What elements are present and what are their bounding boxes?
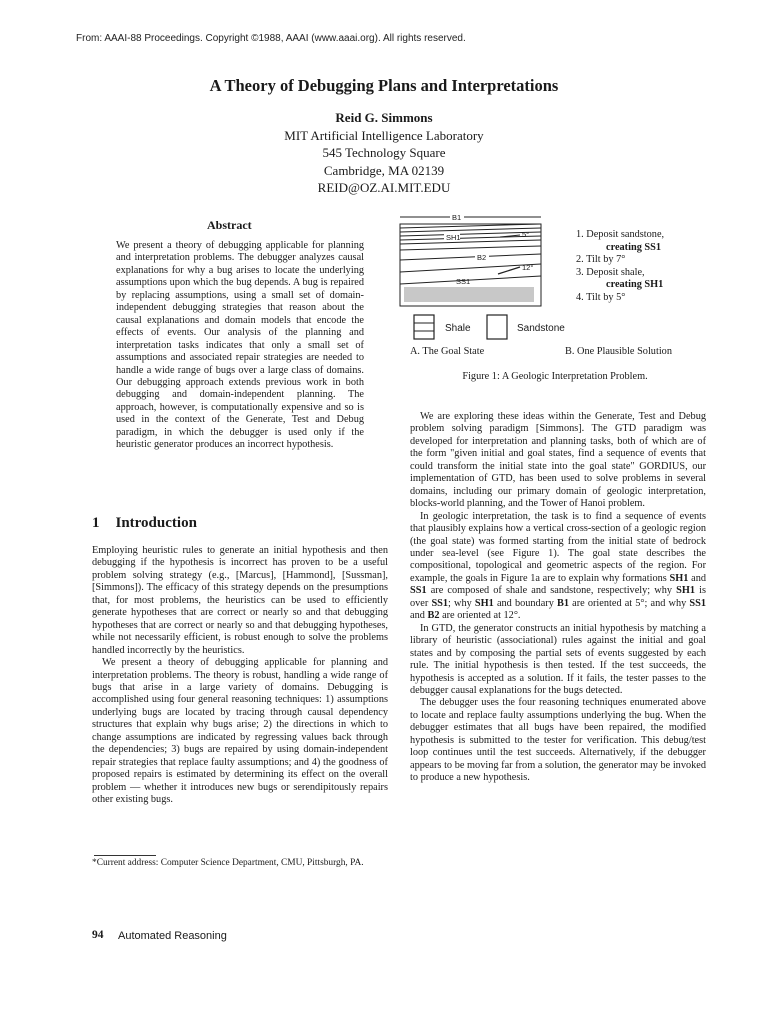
label-b1: B1 <box>452 213 462 222</box>
author-email: REID@OZ.AI.MIT.EDU <box>317 180 451 196</box>
label-ss1: SS1 <box>456 277 471 286</box>
paper-title: A Theory of Debugging Plans and Interpretations <box>209 76 559 95</box>
bedrock-speckle <box>404 287 534 302</box>
step-2: 2. Tilt by 7° <box>576 254 626 265</box>
abstract-heading: Abstract <box>207 218 252 232</box>
author-street: 545 Technology Square <box>322 145 446 161</box>
author-block <box>0 109 768 197</box>
label-sh1: SH1 <box>446 233 461 242</box>
copyright-notice: From: AAAI-88 Proceedings. Copyright ©1988, AAAI (www.aaai.org). All rights reserved. <box>76 33 466 44</box>
shale-layer-line-5 <box>400 246 541 250</box>
page-number: 94 <box>92 929 104 941</box>
right-paragraph-4: The debugger uses the four reasoning techniques enumerated above to locate and replace faulty assumptions underlying the bug. When the debugger estimates that all bugs have been repaired, the modified hypothesis is submitted to the tester for verification. This debug/test loop continues until the test succeeds. Alternatively, if the debugger appears to be moving far from a solution, the generator may be invoked to produce a new hypothesis. <box>410 697 706 784</box>
angle-12-marker <box>498 267 520 274</box>
sandstone-swatch-icon <box>486 314 508 340</box>
geologic-cross-section-diagram <box>398 212 548 312</box>
figure-caption-a: A. The Goal State <box>410 346 485 357</box>
ss1-layer-line-2 <box>400 276 541 284</box>
section-number: 1 <box>92 515 100 531</box>
step-3-detail: creating SH1 <box>606 279 664 290</box>
footnote-rule <box>94 855 156 856</box>
right-paragraph-1: We are exploring these ideas within the Generate, Test and Debug problem solving paradigm [Simmons]. The GTD paradigm was developed for interpretation and planning tasks, both of which are of the form "given initial and goal states, find a sequence of events that could transform the initial state into the goal state" GORDIUS, our implementation of GTD, has been used to solve problems in several domains, including our primary domain of geologic interpretation, blocks-world planning, and the Tower of Hanoi problem. <box>410 411 706 510</box>
label-angle-5: 5° <box>522 230 530 239</box>
section-title: Introduction <box>115 515 197 531</box>
figure-caption-b: B. One Plausible Solution <box>565 346 672 357</box>
intro-paragraph-2: We present a theory of debugging applicable for planning and interpretation problems. The theory is robust, handling a wide range of bugs that arise in a large variety of domains. Debugging is accomplished using four general reasoning techniques: 1) assumptions underlying bugs are located by tracing through causal dependency structures that explain why bugs arise; 2) the directions in which to change assumptions are indicated by regressing values back through the dependencies; 3) bugs are repaired by using domain-independent repair strategies that replace faulty assumptions; and 4) the goodness of proposed repairs is estimated by determining its effect on the overall problem — whether it introduces new bugs or serendipitously repairs other existing bugs. <box>92 657 388 806</box>
abstract-body <box>116 240 364 452</box>
legend-shale: Shale <box>445 323 471 334</box>
step-1-detail: creating SS1 <box>606 241 662 253</box>
step-1: 1. Deposit sandstone, <box>576 229 665 240</box>
author-name: Reid G. Simmons <box>335 110 433 125</box>
intro-body <box>92 545 388 807</box>
solution-steps <box>576 229 664 304</box>
right-paragraph-2: In geologic interpretation, the task is to find a sequence of events that plausibly explains how a vertical cross-section of a geologic region (the goal state) was formed starting from the initial state of bedrock under sea-level (see Figure 1). The goal state describes the compositional, topological and geometric aspects of the region. For example, the goals in Figure 1a are to explain why formations SH1 and SS1 are composed of shale and sandstone, respectively; why SH1 is over SS1; why SH1 and boundary B1 are oriented at 5°; and why SS1 and B2 are oriented at 12°. <box>410 510 707 622</box>
shale-swatch-icon <box>413 314 435 340</box>
shale-layer-line-4 <box>400 240 541 244</box>
boundary-b2 <box>400 254 541 260</box>
shale-layer-line-3 <box>400 236 541 240</box>
author-affiliation: MIT Artificial Intelligence Laboratory <box>284 127 484 143</box>
figure-caption: Figure 1: A Geologic Interpretation Problem. <box>462 371 648 382</box>
intro-paragraph-1: Employing heuristic rules to generate an initial hypothesis and then debugging if the hypothesis is incorrect has proven to be a useful problem solving strategy (e.g., [Marcus], [Hammond], [Sussman], [Simmons]). The efficacy of this strategy depends on the presumptions that, for most problems, the heuristics can be used to efficiently generate hypotheses that are correct or nearly so and that debugging hypotheses that are correct or nearly so and that debugging hypotheses, while not necessarily efficient, is robust enough to solve the problems handled incorrectly by the heuristics. <box>92 545 388 656</box>
label-b2: B2 <box>477 253 487 262</box>
step-3: 3. Deposit shale, <box>576 266 645 278</box>
right-column-body <box>410 411 706 785</box>
right-paragraph-3: In GTD, the generator constructs an initial hypothesis by matching a library of heuristic (associational) rules against the initial and goal states and by composing the partial sets of events suggested by each rule. The initial hypothesis is then tested. If the test succeeds, the hypothesis is accepted as a solution. If it fails, the tester passes to the debugger causal explanations for the bugs detected. <box>410 622 706 696</box>
boundary-b1 <box>400 224 541 228</box>
ss1-layer-line-1 <box>400 264 541 272</box>
step-4: 4. Tilt by 5° <box>576 291 626 303</box>
legend-sandstone: Sandstone <box>517 323 565 334</box>
section-heading <box>92 515 197 532</box>
shale-layer-line-1 <box>400 228 541 232</box>
author-city: Cambridge, MA 02139 <box>323 162 445 178</box>
label-angle-12: 12° <box>522 263 534 272</box>
footnote: *Current address: Computer Science Department, CMU, Pittsburgh, PA. <box>92 858 364 868</box>
running-title: Automated Reasoning <box>118 930 227 942</box>
abstract-text: We present a theory of debugging applicable for planning and interpretation problems. The debugger analyzes causal explanations for why a bug arises to locate the underlying assumptions upon which the bug depends. A bug is repaired by replacing assumptions, using a small set of domain-independent debugging strategies that reason about the causal explanations and domain models that encode the effects of events. Our analysis of the planning and interpretation tasks indicates that only a small set of assumptions and associated repair strategies are needed to handle a wide range of bugs over a large class of domains. Our debugging approach extends previous work in both debugging and domain-independent planning. The approach, however, is computationally expensive and so is used in the context of the Generate, Test and Debug paradigm, in which the debugger is used only if the heuristic generator produces an incorrect hypothesis. <box>116 240 364 451</box>
